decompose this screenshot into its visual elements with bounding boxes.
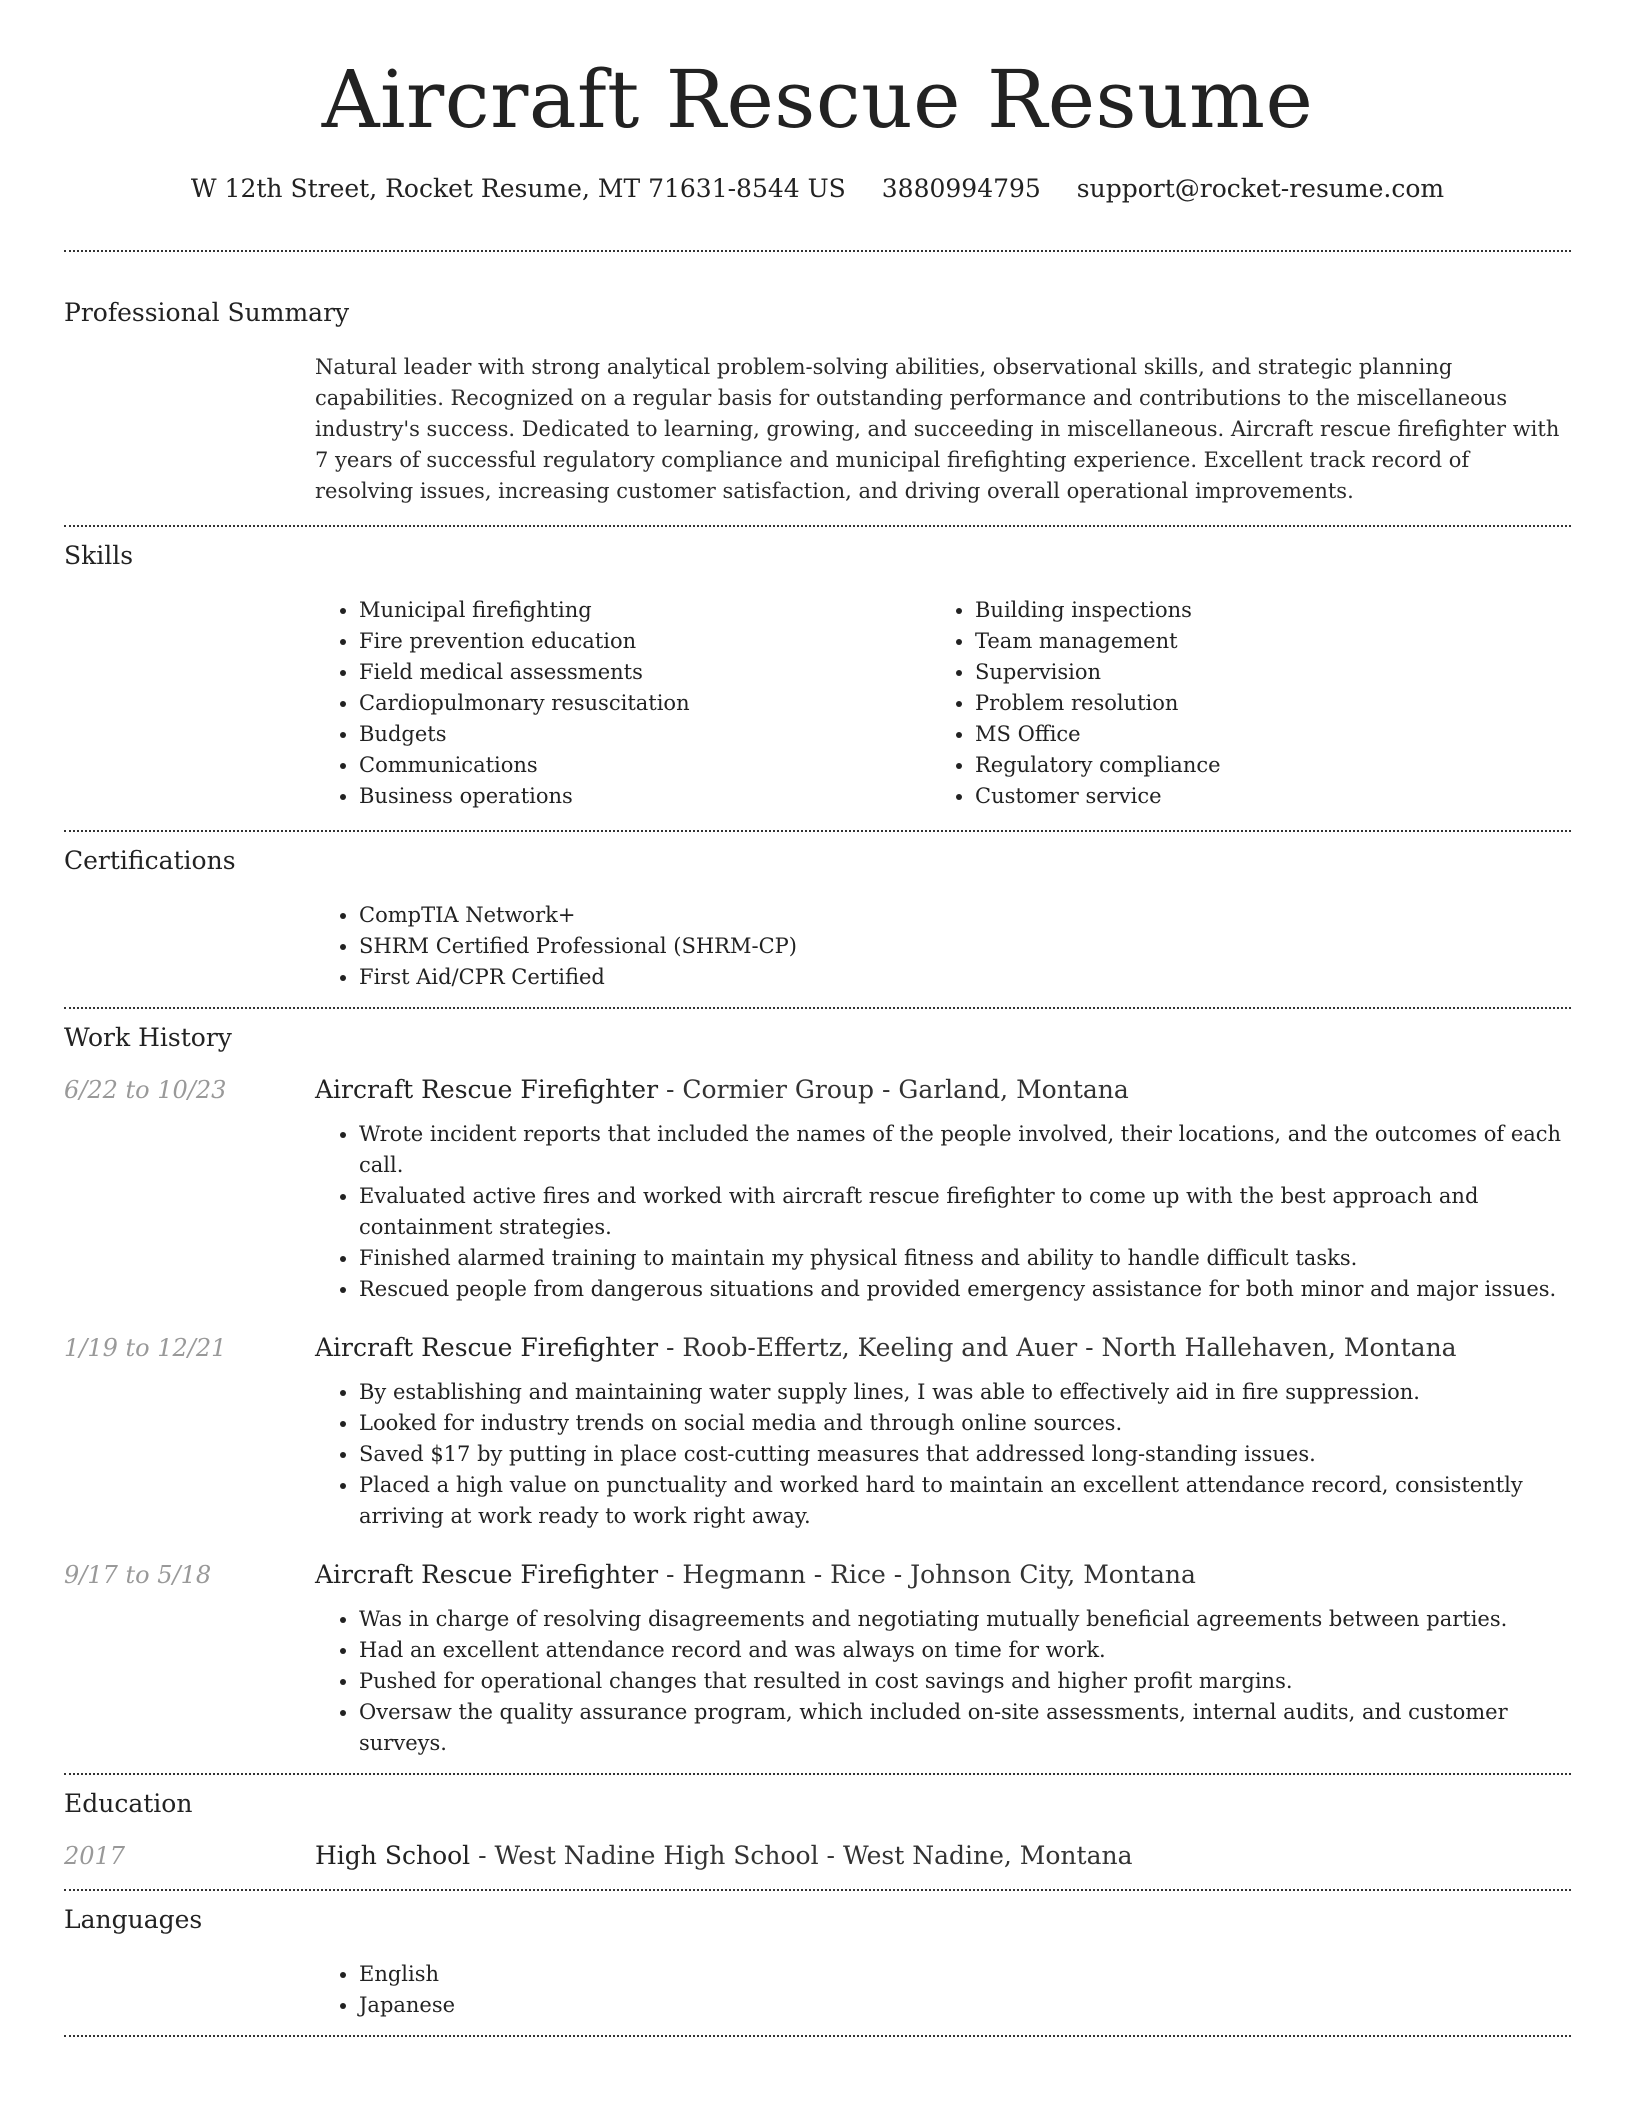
job-dates: 1/19 to 12/21 <box>64 1334 227 1362</box>
divider <box>64 2035 1571 2037</box>
skill-item: • Municipal firefighting <box>359 595 931 626</box>
certifications-heading: Certifications <box>64 846 236 875</box>
job-bullet: • Pushed for operational changes that resulted in cost savings and higher profit margins. <box>359 1666 1571 1697</box>
education-degree: High School <box>315 1841 471 1870</box>
job-bullet: • Evaluated active fires and worked with aircraft rescue firefighter to come up with the best approach and containment strategies. <box>359 1181 1571 1243</box>
contact-address: W 12th Street, Rocket Resume, MT 71631-8544 US <box>190 174 846 203</box>
job-title <box>315 1560 1196 1590</box>
job-separator: - <box>658 1560 683 1589</box>
summary-section <box>64 298 1571 507</box>
contact-phone: 3880994795 <box>881 174 1041 203</box>
job-header <box>64 1075 1571 1105</box>
languages-list <box>315 1959 1571 2021</box>
work-history-section <box>64 1023 1571 1759</box>
job-bullets <box>315 1604 1571 1759</box>
contact-line <box>64 174 1571 204</box>
language-item: • English <box>359 1959 1571 1990</box>
certification-item: • First Aid/CPR Certified <box>359 962 1571 993</box>
divider <box>64 830 1571 832</box>
job-role: Aircraft Rescue Firefighter <box>315 1075 659 1104</box>
skill-item: • Communications <box>359 750 931 781</box>
language-item: • Japanese <box>359 1990 1571 2021</box>
job-separator: - <box>658 1075 683 1104</box>
contact-email: support@rocket-resume.com <box>1076 174 1445 203</box>
languages-list-wrap <box>315 1959 1571 2021</box>
skill-item: • Team management <box>975 626 1547 657</box>
skills-columns <box>315 595 1571 812</box>
languages-heading: Languages <box>64 1905 203 1934</box>
job-entry <box>64 1075 1571 1305</box>
job-bullet: • Rescued people from dangerous situations and provided emergency assistance for both minor and major issues. <box>359 1274 1571 1305</box>
job-title <box>315 1333 1457 1363</box>
job-employer: Hegmann - Rice - Johnson City, Montana <box>682 1560 1196 1589</box>
resume-page <box>64 0 1571 2037</box>
job-bullet: • Oversaw the quality assurance program, which included on-site assessments, internal audits, and customer surveys. <box>359 1697 1571 1759</box>
divider <box>64 250 1571 252</box>
job-bullets <box>315 1377 1571 1532</box>
job-role: Aircraft Rescue Firefighter <box>315 1560 659 1589</box>
education-title <box>315 1841 1133 1871</box>
job-bullet: • Looked for industry trends on social media and through online sources. <box>359 1408 1571 1439</box>
job-bullet: • Finished alarmed training to maintain my physical fitness and ability to handle difficult tasks. <box>359 1243 1571 1274</box>
education-section <box>64 1789 1571 1871</box>
certifications-list-wrap <box>315 900 1571 993</box>
job-header <box>64 1333 1571 1363</box>
job-bullet: • Was in charge of resolving disagreements and negotiating mutually beneficial agreements between parties. <box>359 1604 1571 1635</box>
certifications-list <box>315 900 1571 993</box>
job-title <box>315 1075 1129 1105</box>
skills-column-right <box>931 595 1547 812</box>
job-role: Aircraft Rescue Firefighter <box>315 1333 659 1362</box>
skill-item: • Cardiopulmonary resuscitation <box>359 688 931 719</box>
skill-item: • Fire prevention education <box>359 626 931 657</box>
job-bullet: • Saved $17 by putting in place cost-cutting measures that addressed long-standing issues. <box>359 1439 1571 1470</box>
skills-section <box>64 541 1571 812</box>
job-bullet: • Placed a high value on punctuality and worked hard to maintain an excellent attendance record, consistently arriving at work ready to work right away. <box>359 1470 1571 1532</box>
job-entry <box>64 1560 1571 1759</box>
skill-item: • Business operations <box>359 781 931 812</box>
skill-item: • Field medical assessments <box>359 657 931 688</box>
education-year: 2017 <box>64 1842 126 1870</box>
certifications-section <box>64 846 1571 993</box>
job-employer: Cormier Group - Garland, Montana <box>682 1075 1129 1104</box>
education-heading: Education <box>64 1789 193 1818</box>
resume-title: Aircraft Rescue Resume <box>321 53 1314 146</box>
skill-item: • Regulatory compliance <box>975 750 1547 781</box>
job-dates: 6/22 to 10/23 <box>64 1076 227 1104</box>
summary-text: Natural leader with strong analytical problem-solving abilities, observational skills, and strategic planning capabilities. Recognized on a regular basis for outstanding performance and contributions to the miscellaneous industry's success. Dedicated to learning, growing, and succeeding in miscellaneous. Aircraft rescue firefighter with 7 years of successful regulatory compliance and municipal firefighting experience. Excellent track record of resolving issues, increasing customer satisfaction, and driving overall operational improvements. <box>315 355 1560 503</box>
divider <box>64 1007 1571 1009</box>
skills-heading: Skills <box>64 541 134 570</box>
certification-item: • CompTIA Network+ <box>359 900 1571 931</box>
education-entry <box>64 1841 1571 1871</box>
divider <box>64 1773 1571 1775</box>
skill-item: • Supervision <box>975 657 1547 688</box>
job-separator: - <box>658 1333 683 1362</box>
languages-section <box>64 1905 1571 2021</box>
skill-item: • Building inspections <box>975 595 1547 626</box>
job-header <box>64 1560 1571 1590</box>
skill-item: • Problem resolution <box>975 688 1547 719</box>
skill-item: • Budgets <box>359 719 931 750</box>
job-bullet: • Wrote incident reports that included the names of the people involved, their locations, and the outcomes of each call. <box>359 1119 1571 1181</box>
skill-item: • Customer service <box>975 781 1547 812</box>
job-employer: Roob-Effertz, Keeling and Auer - North Hallehaven, Montana <box>682 1333 1457 1362</box>
job-bullet: • Had an excellent attendance record and was always on time for work. <box>359 1635 1571 1666</box>
summary-heading: Professional Summary <box>64 298 350 327</box>
certification-item: • SHRM Certified Professional (SHRM-CP) <box>359 931 1571 962</box>
divider <box>64 1889 1571 1891</box>
job-bullet: • By establishing and maintaining water supply lines, I was able to effectively aid in fire suppression. <box>359 1377 1571 1408</box>
skill-item: • MS Office <box>975 719 1547 750</box>
job-entry <box>64 1333 1571 1532</box>
job-bullets <box>315 1119 1571 1305</box>
job-dates: 9/17 to 5/18 <box>64 1561 212 1589</box>
work-history-heading: Work History <box>64 1023 232 1052</box>
divider <box>64 525 1571 527</box>
education-school: West Nadine High School - West Nadine, Montana <box>494 1841 1133 1870</box>
skills-column-left <box>315 595 931 812</box>
education-separator: - <box>470 1841 495 1870</box>
